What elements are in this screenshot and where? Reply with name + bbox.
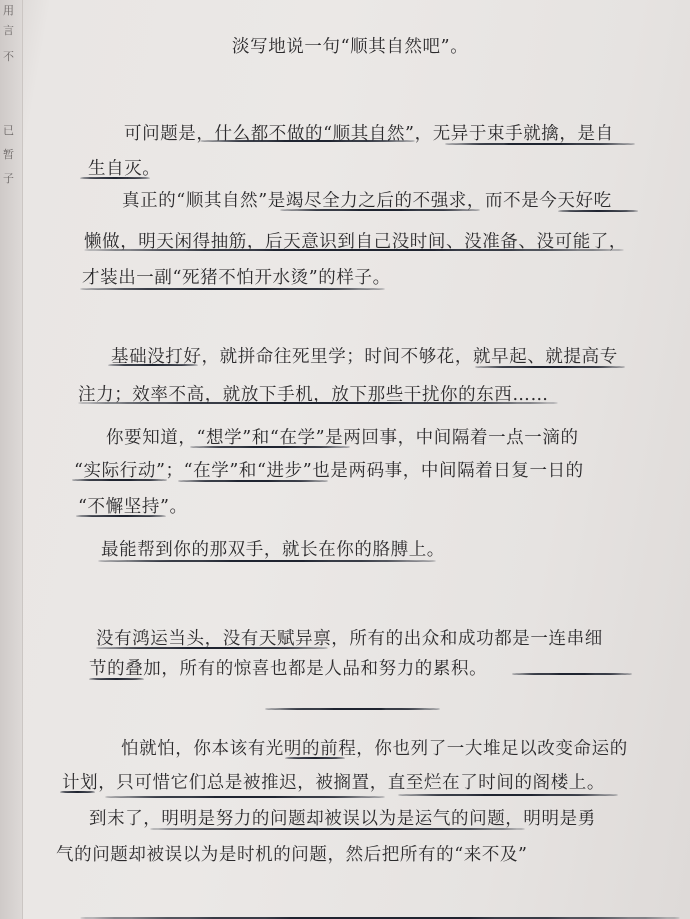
pen-underline [105, 796, 385, 798]
text-line: 节的叠加，所有的惊喜也都是人品和努力的累积。 [89, 659, 488, 679]
text-line: 注力；效率不高，就放下手机，放下那些干扰你的东西…… [78, 385, 549, 405]
text-line: 没有鸿运当头，没有天赋异禀，所有的出众和成功都是一连串细 [96, 629, 603, 649]
text-line: 到末了，明明是努力的问题却被误以为是运气的问题，明明是勇 [89, 809, 596, 829]
gutter-char: 用 [3, 4, 14, 17]
text-line: 懒做，明天闲得抽筋，后天意识到自己没时间、没准备、没可能了， [84, 232, 627, 252]
text-line: 计划，只可惜它们总是被推迟，被搁置，直至烂在了时间的阁楼上。 [62, 773, 605, 793]
text-line: 可问题是，什么都不做的“顺其自然”，无异于束手就擒，是自 [124, 124, 614, 144]
previous-page-edge [0, 0, 23, 919]
gutter-char: 不 [3, 50, 14, 63]
pen-underline [98, 560, 436, 562]
pen-underline [265, 708, 440, 710]
text-line: 你要知道，“想学”和“在学”是两回事，中间隔着一点一滴的 [106, 428, 579, 448]
gutter-char: 子 [3, 172, 14, 185]
header-line: 淡写地说一句“顺其自然吧”。 [232, 37, 469, 57]
pen-underline [558, 210, 638, 212]
pen-underline [178, 480, 328, 482]
pen-underline [512, 673, 632, 675]
text-line: “不懈坚持”。 [78, 497, 188, 517]
pen-underline [475, 366, 625, 368]
gutter-char: 言 [3, 24, 14, 37]
pen-underline [96, 647, 328, 649]
gutter-char: 已 [3, 124, 14, 137]
text-line: 怕就怕，你本该有光明的前程，你也列了一大堆足以改变命运的 [121, 739, 628, 759]
pen-underline [200, 140, 415, 142]
text-line: 基础没打好，就拼命往死里学；时间不够花，就早起、就提高专 [111, 347, 618, 367]
pen-underline [150, 828, 525, 830]
pen-underline [72, 479, 167, 481]
text-line: 生自灭。 [88, 159, 161, 179]
pen-underline [285, 757, 345, 759]
text-line: 真正的“顺其自然”是竭尽全力之后的不强求，而不是今天好吃 [122, 191, 612, 211]
pen-underline [108, 364, 198, 366]
pen-underline [84, 249, 624, 251]
pen-underline [190, 446, 350, 448]
pen-underline [89, 678, 144, 680]
pen-underline [80, 177, 150, 179]
pen-underline [60, 791, 95, 793]
text-line: “实际行动”；“在学”和“进步”也是两码事，中间隔着日复一日的 [74, 461, 584, 481]
text-line: 才装出一副“死猪不怕开水烫”的样子。 [82, 268, 391, 288]
pen-underline [78, 402, 558, 404]
pen-underline [398, 794, 618, 796]
pen-underline [280, 209, 480, 211]
gutter-char: 暂 [3, 148, 14, 161]
pen-underline [76, 515, 166, 517]
text-line: 气的问题却被误以为是时机的问题，然后把所有的“来不及” [56, 845, 528, 865]
pen-underline [445, 143, 635, 145]
text-line: 最能帮到你的那双手，就长在你的胳膊上。 [101, 540, 445, 560]
pen-underline [80, 288, 385, 290]
